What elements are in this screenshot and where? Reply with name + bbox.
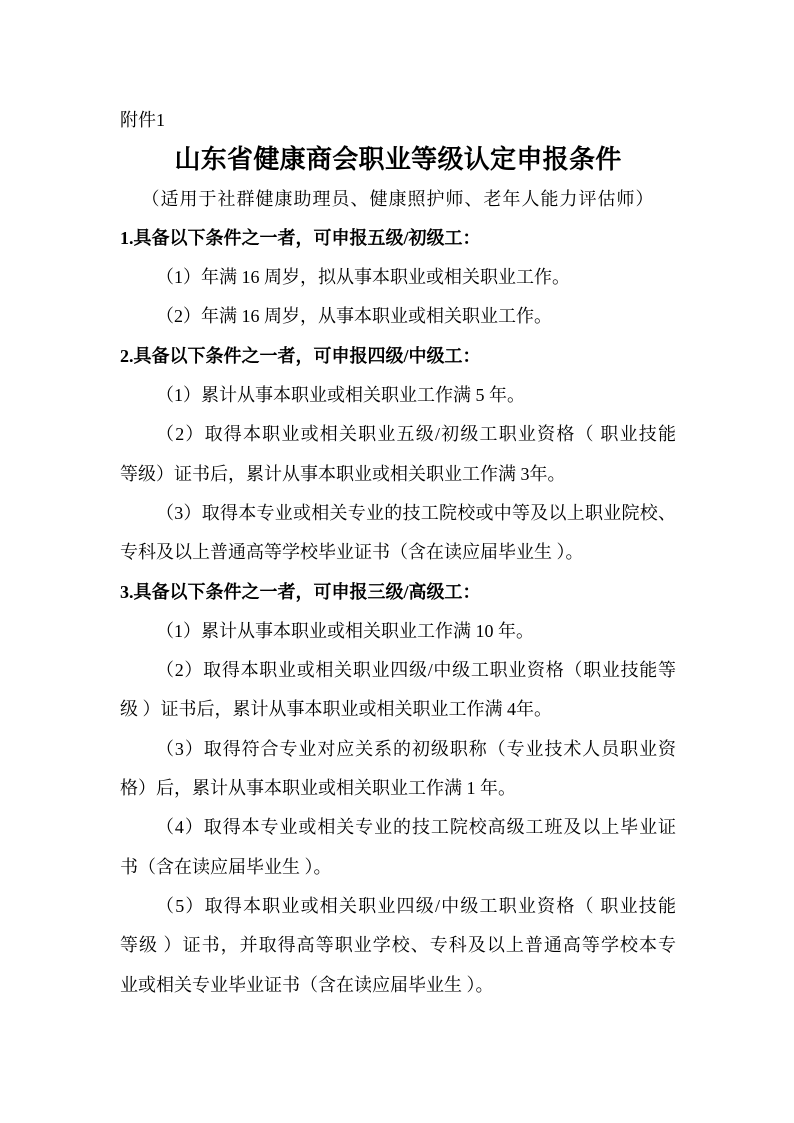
section-level-5 [120, 219, 676, 337]
condition-item [120, 887, 676, 1005]
condition-item [120, 651, 676, 730]
condition-item [120, 376, 676, 415]
section-heading: 1.具备以下条件之一者，可申报五级/初级工： [120, 227, 481, 248]
condition-line: （3）取得符合专业对应关系的初级职称（专业技术人员职业资 [156, 738, 676, 759]
condition-line: 业或相关专业毕业证书（含在读应届毕业生 ）。 [120, 974, 494, 995]
condition-line: （1）累计从事本职业或相关职业工作满 10 年。 [156, 620, 534, 641]
document-subtitle: （适用于社群健康助理员、健康照护师、老年人能力评估师） [141, 188, 655, 209]
condition-line: （2）取得本职业或相关职业四级/中级工职业资格（职业技能等 [156, 660, 676, 681]
condition-line: 书（含在读应届毕业生 ）。 [120, 856, 332, 877]
document-title: 山东省健康商会职业等级认定申报条件 [174, 145, 622, 175]
condition-line: （4）取得本专业或相关专业的技工院校高级工班及以上毕业证 [156, 817, 676, 838]
document-body [120, 101, 676, 1005]
section-heading: 2.具备以下条件之一者，可申报四级/中级工： [120, 345, 481, 366]
condition-item [120, 415, 676, 494]
section-heading: 3.具备以下条件之一者，可申报三级/高级工： [120, 581, 481, 602]
section-level-4 [120, 337, 676, 573]
condition-line: （5）取得本职业或相关职业四级/中级工职业资格（ 职业技能 [156, 895, 676, 916]
condition-line: 专科及以上普通高等学校毕业证书（含在读应届毕业生 ）。 [120, 542, 584, 563]
condition-item [120, 297, 676, 336]
condition-line: （2）年满 16 周岁，从事本职业或相关职业工作。 [156, 306, 552, 327]
condition-line: 级 ）证书后，累计从事本职业或相关职业工作满 4年。 [120, 699, 552, 720]
condition-line: 格）后，累计从事本职业或相关职业工作满 1 年。 [120, 778, 516, 799]
condition-line: 等级）证书后，累计从事本职业或相关职业工作满 3年。 [120, 463, 566, 484]
condition-item [120, 808, 676, 887]
annex-label: 附件1 [120, 110, 165, 130]
condition-line: （3）取得本专业或相关专业的技工院校或中等及以上职业院校、 [156, 502, 676, 523]
condition-item [120, 258, 676, 297]
condition-line: （2）取得本职业或相关职业五级/初级工职业资格（ 职业技能 [156, 424, 676, 445]
section-level-3 [120, 573, 676, 1005]
condition-item [120, 612, 676, 651]
condition-line: （1）年满 16 周岁，拟从事本职业或相关职业工作。 [156, 267, 570, 288]
condition-item [120, 730, 676, 809]
condition-item [120, 494, 676, 573]
condition-line: （1）累计从事本职业或相关职业工作满 5 年。 [156, 385, 525, 406]
condition-line: 等级 ）证书，并取得高等职业学校、专科及以上普通高等学校本专 [120, 935, 676, 956]
